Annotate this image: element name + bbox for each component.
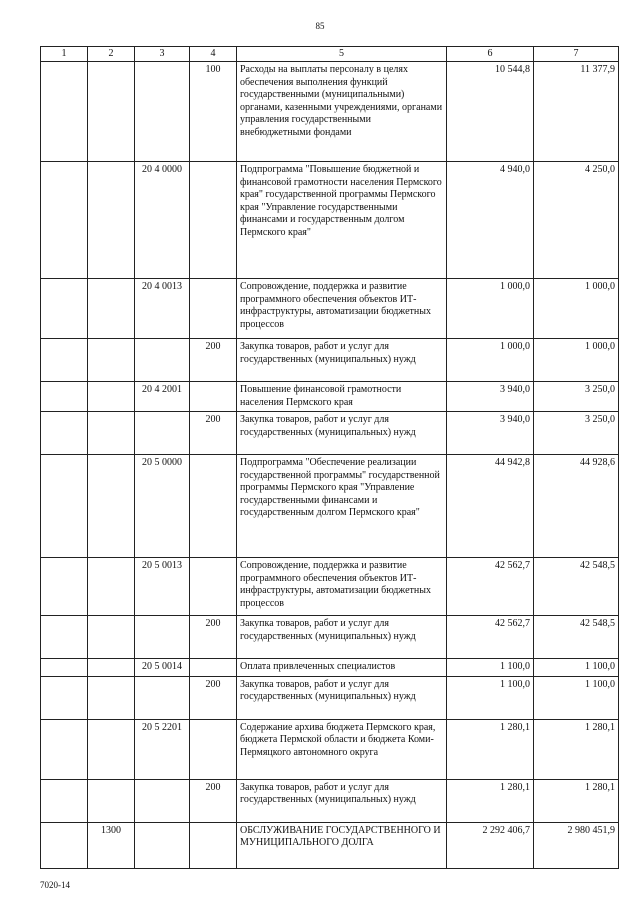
expense-type-cell bbox=[190, 455, 237, 558]
budget-table bbox=[40, 46, 619, 869]
table-row bbox=[41, 382, 619, 412]
section-code-cell bbox=[88, 719, 135, 779]
header-cell: 4 bbox=[190, 47, 237, 62]
expense-type-cell: 200 bbox=[190, 616, 237, 659]
col1-cell bbox=[41, 558, 88, 616]
amount-2016-cell: 3 250,0 bbox=[534, 382, 619, 412]
section-code-cell bbox=[88, 676, 135, 719]
target-article-cell: 20 4 0013 bbox=[135, 279, 190, 339]
target-article-cell: 20 5 0014 bbox=[135, 659, 190, 677]
target-article-cell bbox=[135, 339, 190, 382]
amount-2015-cell: 3 940,0 bbox=[447, 382, 534, 412]
section-code-cell bbox=[88, 62, 135, 162]
amount-2016-cell: 3 250,0 bbox=[534, 412, 619, 455]
description-cell: Оплата привлеченных специалистов bbox=[237, 659, 447, 677]
target-article-cell: 20 5 2201 bbox=[135, 719, 190, 779]
target-article-cell bbox=[135, 822, 190, 868]
target-article-cell bbox=[135, 779, 190, 822]
description-cell: Подпрограмма "Повышение бюджетной и финансовой грамотности населения Пермского края" государственной программы Пермского края "Управление государственными финансами и государственным долгом Пермского края" bbox=[237, 162, 447, 279]
description-cell: Расходы на выплаты персоналу в целях обеспечения выполнения функций государственными (муниципальными) органами, казенными учреждениями, органами управления государственными внебюджетными фондами bbox=[237, 62, 447, 162]
section-code-cell bbox=[88, 412, 135, 455]
section-code-cell bbox=[88, 339, 135, 382]
amount-2015-cell: 10 544,8 bbox=[447, 62, 534, 162]
expense-type-cell bbox=[190, 279, 237, 339]
table-row bbox=[41, 616, 619, 659]
col1-cell bbox=[41, 779, 88, 822]
section-code-cell bbox=[88, 455, 135, 558]
amount-2015-cell: 1 100,0 bbox=[447, 659, 534, 677]
col1-cell bbox=[41, 412, 88, 455]
section-code-cell bbox=[88, 659, 135, 677]
col1-cell bbox=[41, 162, 88, 279]
target-article-cell bbox=[135, 412, 190, 455]
header-cell: 5 bbox=[237, 47, 447, 62]
section-code-cell bbox=[88, 779, 135, 822]
table-row bbox=[41, 719, 619, 779]
description-cell: Закупка товаров, работ и услуг для государственных (муниципальных) нужд bbox=[237, 616, 447, 659]
amount-2016-cell: 1 100,0 bbox=[534, 676, 619, 719]
amount-2015-cell: 1 000,0 bbox=[447, 339, 534, 382]
col1-cell bbox=[41, 455, 88, 558]
col1-cell bbox=[41, 339, 88, 382]
col1-cell bbox=[41, 382, 88, 412]
amount-2016-cell: 42 548,5 bbox=[534, 558, 619, 616]
amount-2015-cell: 44 942,8 bbox=[447, 455, 534, 558]
amount-2015-cell: 42 562,7 bbox=[447, 616, 534, 659]
description-cell: Закупка товаров, работ и услуг для государственных (муниципальных) нужд bbox=[237, 779, 447, 822]
header-cell: 3 bbox=[135, 47, 190, 62]
table-row bbox=[41, 676, 619, 719]
amount-2015-cell: 3 940,0 bbox=[447, 412, 534, 455]
expense-type-cell bbox=[190, 659, 237, 677]
expense-type-cell: 200 bbox=[190, 412, 237, 455]
amount-2015-cell: 1 000,0 bbox=[447, 279, 534, 339]
amount-2015-cell: 1 280,1 bbox=[447, 779, 534, 822]
expense-type-cell: 200 bbox=[190, 676, 237, 719]
amount-2015-cell: 42 562,7 bbox=[447, 558, 534, 616]
table-row bbox=[41, 779, 619, 822]
expense-type-cell bbox=[190, 822, 237, 868]
col1-cell bbox=[41, 719, 88, 779]
col1-cell bbox=[41, 822, 88, 868]
table-row bbox=[41, 412, 619, 455]
target-article-cell bbox=[135, 62, 190, 162]
table-row bbox=[41, 659, 619, 677]
col1-cell bbox=[41, 659, 88, 677]
footer-code: 7020-14 bbox=[40, 880, 70, 890]
expense-type-cell: 200 bbox=[190, 339, 237, 382]
amount-2016-cell: 1 280,1 bbox=[534, 719, 619, 779]
col1-cell bbox=[41, 279, 88, 339]
target-article-cell: 20 5 0000 bbox=[135, 455, 190, 558]
header-cell: 6 bbox=[447, 47, 534, 62]
table-row bbox=[41, 558, 619, 616]
amount-2015-cell: 1 280,1 bbox=[447, 719, 534, 779]
target-article-cell: 20 5 0013 bbox=[135, 558, 190, 616]
amount-2016-cell: 4 250,0 bbox=[534, 162, 619, 279]
section-code-cell: 1300 bbox=[88, 822, 135, 868]
amount-2016-cell: 1 280,1 bbox=[534, 779, 619, 822]
table-row bbox=[41, 162, 619, 279]
table-row bbox=[41, 339, 619, 382]
expense-type-cell bbox=[190, 719, 237, 779]
amount-2016-cell: 42 548,5 bbox=[534, 616, 619, 659]
description-cell: Повышение финансовой грамотности населения Пермского края bbox=[237, 382, 447, 412]
description-cell: Содержание архива бюджета Пермского края, бюджета Пермской области и бюджета Коми-Пермяцкого автономного округа bbox=[237, 719, 447, 779]
amount-2016-cell: 44 928,6 bbox=[534, 455, 619, 558]
amount-2016-cell: 1 100,0 bbox=[534, 659, 619, 677]
amount-2015-cell: 4 940,0 bbox=[447, 162, 534, 279]
expense-type-cell bbox=[190, 382, 237, 412]
section-code-cell bbox=[88, 382, 135, 412]
description-cell: Сопровождение, поддержка и развитие программного обеспечения объектов ИТ-инфраструктуры, автоматизации бюджетных процессов bbox=[237, 558, 447, 616]
expense-type-cell bbox=[190, 162, 237, 279]
table-header-row bbox=[41, 47, 619, 62]
expense-type-cell: 200 bbox=[190, 779, 237, 822]
description-cell: Закупка товаров, работ и услуг для государственных (муниципальных) нужд bbox=[237, 412, 447, 455]
col1-cell bbox=[41, 616, 88, 659]
col1-cell bbox=[41, 62, 88, 162]
expense-type-cell: 100 bbox=[190, 62, 237, 162]
section-code-cell bbox=[88, 279, 135, 339]
amount-2016-cell: 2 980 451,9 bbox=[534, 822, 619, 868]
target-article-cell bbox=[135, 616, 190, 659]
table-row bbox=[41, 62, 619, 162]
amount-2015-cell: 1 100,0 bbox=[447, 676, 534, 719]
page-number: 85 bbox=[315, 21, 325, 31]
description-cell: Закупка товаров, работ и услуг для государственных (муниципальных) нужд bbox=[237, 339, 447, 382]
target-article-cell bbox=[135, 676, 190, 719]
table-row bbox=[41, 455, 619, 558]
section-code-cell bbox=[88, 558, 135, 616]
target-article-cell: 20 4 0000 bbox=[135, 162, 190, 279]
description-cell: Подпрограмма "Обеспечение реализации государственной программы" государственной программы Пермского края "Управление государственными финансами и государственным долгом Пермского края" bbox=[237, 455, 447, 558]
amount-2015-cell: 2 292 406,7 bbox=[447, 822, 534, 868]
header-cell: 1 bbox=[41, 47, 88, 62]
description-cell: Закупка товаров, работ и услуг для государственных (муниципальных) нужд bbox=[237, 676, 447, 719]
description-cell: Сопровождение, поддержка и развитие программного обеспечения объектов ИТ-инфраструктуры, автоматизации бюджетных процессов bbox=[237, 279, 447, 339]
col1-cell bbox=[41, 676, 88, 719]
amount-2016-cell: 1 000,0 bbox=[534, 279, 619, 339]
header-cell: 7 bbox=[534, 47, 619, 62]
table-row bbox=[41, 279, 619, 339]
table-row bbox=[41, 822, 619, 868]
target-article-cell: 20 4 2001 bbox=[135, 382, 190, 412]
amount-2016-cell: 11 377,9 bbox=[534, 62, 619, 162]
amount-2016-cell: 1 000,0 bbox=[534, 339, 619, 382]
section-code-cell bbox=[88, 162, 135, 279]
section-code-cell bbox=[88, 616, 135, 659]
expense-type-cell bbox=[190, 558, 237, 616]
description-cell: ОБСЛУЖИВАНИЕ ГОСУДАРСТВЕННОГО И МУНИЦИПАЛЬНОГО ДОЛГА bbox=[237, 822, 447, 868]
header-cell: 2 bbox=[88, 47, 135, 62]
